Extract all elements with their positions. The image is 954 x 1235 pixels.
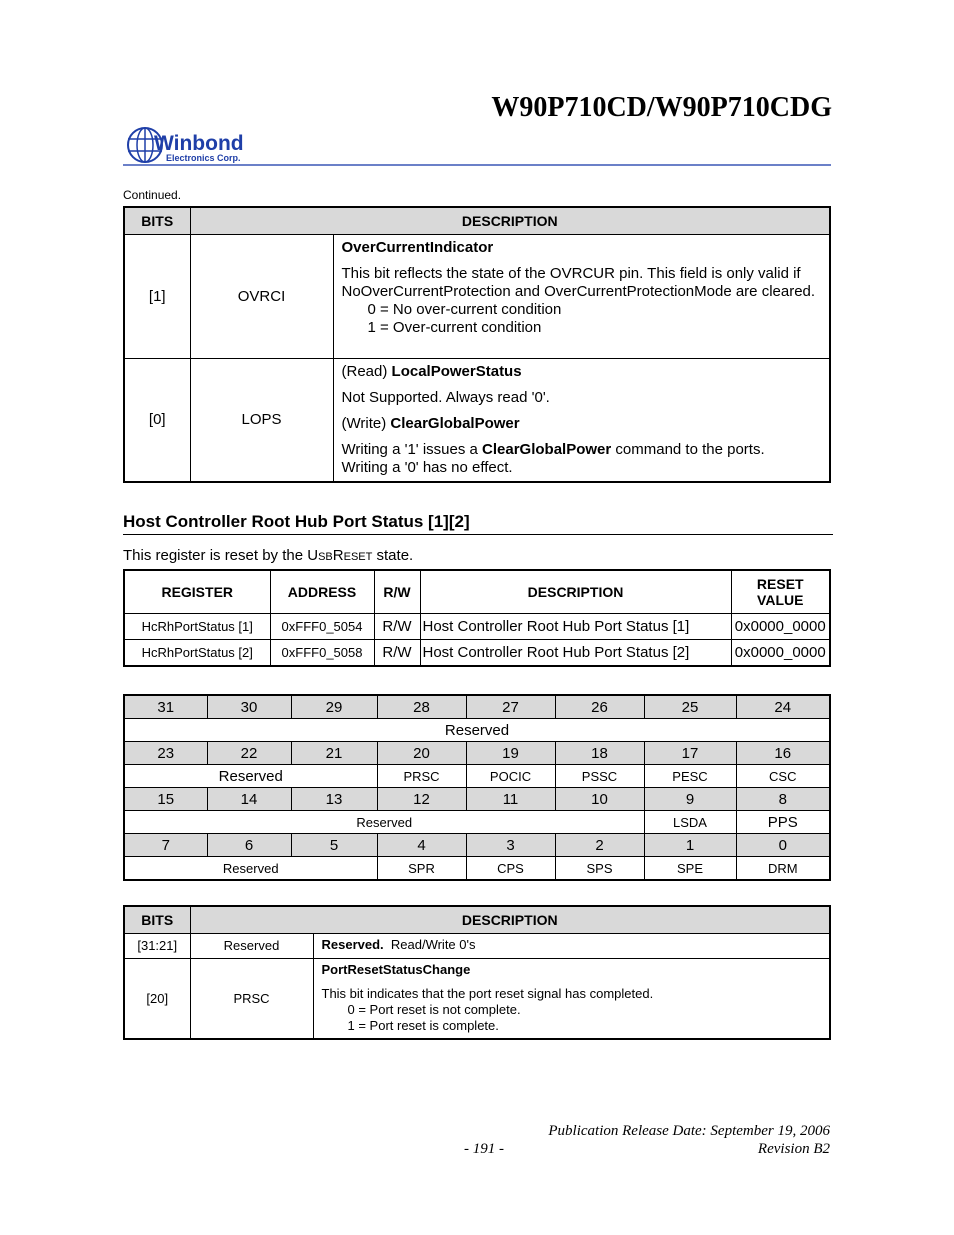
bit-number-row [124,742,830,765]
note-smallcaps: ESET [343,551,373,563]
bit-field: SPE [644,857,736,881]
field-description: Writing a '1' issues a [341,440,483,458]
field-description: command to the ports. [611,440,765,458]
bit-number: 17 [644,742,736,765]
field-title: ClearGlobalPower [390,414,520,432]
register-cell: HcRhPortStatus [2] [124,640,270,667]
bit-field: Reserved [124,811,644,834]
rw-cell: R/W [374,640,420,667]
value-option: 0 = No over-current condition [367,300,562,318]
header-rule [123,164,831,166]
bitmap-table [123,694,831,881]
table-row [124,614,830,640]
table-row [124,234,830,358]
reset-note [123,547,413,564]
address-header: ADDRESS [270,570,374,614]
bit-field: CPS [466,857,555,881]
prsc-bit-table [123,905,831,1040]
bit-number: 13 [291,788,377,811]
value-option: 1 = Port reset is complete. [347,1017,499,1033]
description-header: DESCRIPTION [190,906,830,933]
description-header: DESCRIPTION [190,207,830,234]
bit-number: 24 [736,695,830,719]
bit-field: DRM [736,857,830,881]
bit-field: PRSC [377,765,466,788]
bit-number: 11 [466,788,555,811]
bit-field: LSDA [644,811,736,834]
bit-number: 22 [207,742,291,765]
bit-number: 0 [736,834,830,857]
description-cell [333,358,830,482]
bit-number: 1 [644,834,736,857]
value-option: 1 = Over-current condition [367,318,542,336]
bit-number: 9 [644,788,736,811]
table-row [124,640,830,667]
bit-number: 19 [466,742,555,765]
bit-number: 29 [291,695,377,719]
table-row [124,958,830,1039]
field-title: OverCurrentIndicator [341,238,494,256]
field-name-cell: Reserved [190,933,313,958]
bit-field: CSC [736,765,830,788]
bit-field: POCIC [466,765,555,788]
table-row [124,933,830,958]
value-option: 0 = Port reset is not complete. [347,1001,521,1017]
description-cell: Host Controller Root Hub Port Status [1] [420,614,731,640]
logo-subtext: Electronics Corp. [166,153,241,163]
bit-field: SPS [555,857,644,881]
rw-header: R/W [374,570,420,614]
bit-number-row [124,788,830,811]
field-name-cell: OVRCI [190,234,333,358]
note-text: This register is reset by the U [123,547,319,564]
winbond-globe-icon [126,125,256,167]
field-description: This bit indicates that the port reset signal has completed. [321,985,654,1001]
bit-field-row [124,719,830,742]
bit-number: 10 [555,788,644,811]
bits-cell: [20] [124,958,190,1039]
address-cell: 0xFFF0_5054 [270,614,374,640]
description-cell: Host Controller Root Hub Port Status [2] [420,640,731,667]
command-name: ClearGlobalPower [482,440,612,458]
bit-number: 23 [124,742,207,765]
bit-field: PPS [736,811,830,834]
bit-number: 31 [124,695,207,719]
logo-wordmark: Winbond [154,132,244,155]
bit-field: PSSC [555,765,644,788]
bit-number-row [124,695,830,719]
section-heading: Host Controller Root Hub Port Status [1][2] [123,512,833,535]
bit-number: 2 [555,834,644,857]
bit-number: 8 [736,788,830,811]
table-row [124,358,830,482]
field-description: Read/Write 0's [383,936,476,952]
bit-number: 20 [377,742,466,765]
bits-cell: [31:21] [124,933,190,958]
register-cell: HcRhPortStatus [1] [124,614,270,640]
bit-field-row [124,811,830,834]
bit-number: 15 [124,788,207,811]
bit-number: 14 [207,788,291,811]
bit-number: 3 [466,834,555,857]
address-cell: 0xFFF0_5058 [270,640,374,667]
description-header: DESCRIPTION [420,570,731,614]
bit-number: 21 [291,742,377,765]
bit-number: 25 [644,695,736,719]
bits-cell: [1] [124,234,190,358]
field-title: LocalPowerStatus [391,362,522,380]
note-text: state. [372,547,414,564]
revision: Revision B2 [757,1141,830,1157]
publication-date: Publication Release Date: September 19, 2006 [548,1123,830,1139]
bit-number: 7 [124,834,207,857]
rw-cell: R/W [374,614,420,640]
field-title: Reserved. [321,936,384,952]
field-title: PortResetStatusChange [321,961,471,977]
access-prefix: (Read) [341,362,392,380]
bit-field-row [124,857,830,881]
bits-cell: [0] [124,358,190,482]
reset-value-cell: 0x0000_0000 [731,640,830,667]
reset-value-header: RESET VALUE [731,570,830,614]
field-description: Writing a '0' has no effect. [341,458,513,476]
field-name-cell: PRSC [190,958,313,1039]
register-header: REGISTER [124,570,270,614]
field-description: Not Supported. Always read '0'. [341,388,550,406]
note-smallcaps: SB [318,551,333,563]
bit-number: 27 [466,695,555,719]
bit-number: 4 [377,834,466,857]
bits-header: BITS [124,207,190,234]
page-number: - 191 - [464,1141,504,1157]
document-title: W90P710CD/W90P710CDG [491,92,832,123]
continued-label: Continued. [123,188,182,202]
ovrci-lops-bit-table [123,206,831,483]
bits-header: BITS [124,906,190,933]
field-description: This bit reflects the state of the OVRCUR pin. This field is only valid if NoOverCurrentProtection and OverCurrentProtectionMode are cleared. [341,264,816,300]
winbond-logo [126,125,256,167]
bit-field: SPR [377,857,466,881]
field-name-cell: LOPS [190,358,333,482]
bit-field: PESC [644,765,736,788]
bit-field-row [124,765,830,788]
description-cell [333,234,830,358]
bit-number: 6 [207,834,291,857]
bit-field: Reserved [124,765,377,788]
bit-number-row [124,834,830,857]
register-table [123,569,831,667]
bit-number: 18 [555,742,644,765]
note-text: R [332,547,344,564]
bit-number: 12 [377,788,466,811]
bit-field: Reserved [124,719,830,742]
access-prefix: (Write) [341,414,391,432]
bit-number: 5 [291,834,377,857]
bit-number: 16 [736,742,830,765]
reset-value-cell: 0x0000_0000 [731,614,830,640]
description-cell [313,958,830,1039]
description-cell [313,933,830,958]
bit-number: 30 [207,695,291,719]
bit-number: 26 [555,695,644,719]
bit-number: 28 [377,695,466,719]
bit-field: Reserved [124,857,377,881]
